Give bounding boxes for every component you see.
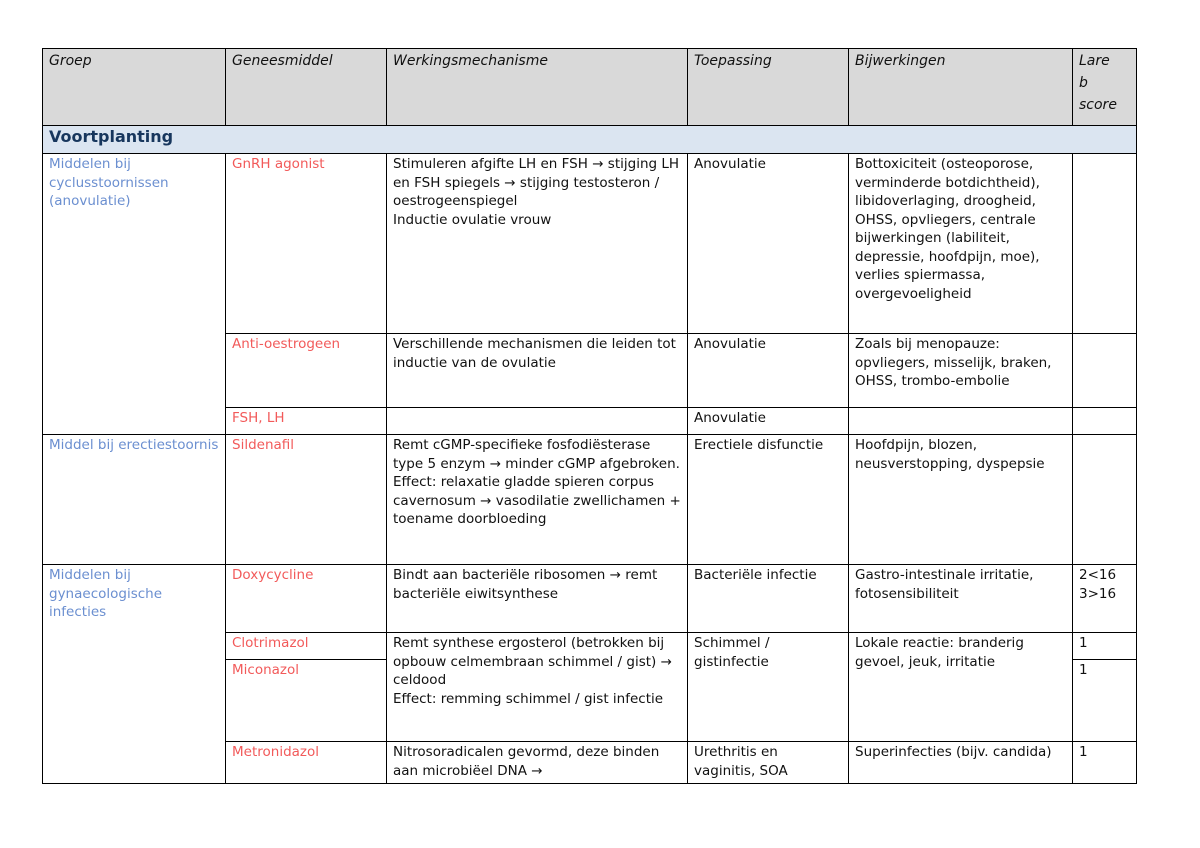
- score-cell: [1073, 435, 1137, 565]
- application-cell: Anovulatie: [688, 334, 849, 408]
- header-score-line: score: [1079, 97, 1117, 113]
- header-application: Toepassing: [688, 49, 849, 126]
- side-effects-cell: [849, 408, 1073, 435]
- table-row: [43, 435, 1137, 565]
- header-score: [1073, 49, 1137, 126]
- side-effects-cell: Hoofdpijn, blozen, neusverstopping, dyspepsie: [849, 435, 1073, 565]
- mechanism-text: Verschillende mechanismen die leiden tot inductie van de ovulatie: [393, 336, 681, 371]
- side-effects-cell: Gastro-intestinale irritatie, fotosensibiliteit: [849, 565, 1073, 633]
- header-drug: Geneesmiddel: [226, 49, 387, 126]
- side-effects-cell: Zoals bij menopauze: opvliegers, misselijk, braken, OHSS, trombo-embolie: [849, 334, 1073, 408]
- score-text: 2<16 3>16: [1079, 567, 1117, 602]
- header-group: Groep: [43, 49, 226, 126]
- pharmacology-table: [42, 48, 1137, 784]
- mechanism-cell: Nitrosoradicalen gevormd, deze binden aan microbiëel DNA →: [387, 742, 688, 784]
- side-effects-cell: Superinfecties (bijv. candida): [849, 742, 1073, 784]
- mechanism-cell: [387, 565, 688, 633]
- application-cell: Schimmel / gistinfectie: [688, 633, 849, 742]
- drug-name: Sildenafil: [226, 435, 387, 565]
- table-row: [43, 154, 1137, 334]
- group-name: Middelen bij gynaecologische infecties: [43, 565, 226, 784]
- header-mechanism: Werkingsmechanisme: [387, 49, 688, 126]
- drug-name: Clotrimazol: [226, 633, 387, 660]
- mechanism-cell: [387, 154, 688, 334]
- score-cell: [1073, 565, 1137, 633]
- score-cell: 1: [1073, 633, 1137, 660]
- group-name: Middel bij erectiestoornis: [43, 435, 226, 565]
- application-cell: Anovulatie: [688, 408, 849, 435]
- mechanism-text: Remt synthese ergosterol (betrokken bij opbouw celmembraan schimmel / gist) → celdood Effect: remming schimmel / gist infectie: [393, 635, 672, 707]
- header-side-effects: Bijwerkingen: [849, 49, 1073, 126]
- section-title: Voortplanting: [43, 126, 1137, 154]
- drug-name: GnRH agonist: [226, 154, 387, 334]
- score-cell: [1073, 334, 1137, 408]
- mechanism-cell: [387, 408, 688, 435]
- application-cell: Anovulatie: [688, 154, 849, 334]
- header-score-line: b: [1079, 75, 1088, 91]
- section-row: [43, 126, 1137, 154]
- drug-name: Metronidazol: [226, 742, 387, 784]
- mechanism-cell: [387, 633, 688, 742]
- score-cell: 1: [1073, 660, 1137, 742]
- group-name: Middelen bij cyclusstoornissen (anovulatie): [43, 154, 226, 435]
- application-cell: Erectiele disfunctie: [688, 435, 849, 565]
- side-effects-cell: Lokale reactie: branderig gevoel, jeuk, irritatie: [849, 633, 1073, 742]
- application-cell: Bacteriële infectie: [688, 565, 849, 633]
- mechanism-text: Stimuleren afgifte LH en FSH → stijging LH en FSH spiegels → stijging testosteron / oestrogeenspiegel Inductie ovulatie vrouw: [393, 156, 680, 228]
- header-score-line: Lare: [1079, 53, 1110, 69]
- drug-name: Doxycycline: [226, 565, 387, 633]
- mechanism-text: Bindt aan bacteriële ribosomen → remt bacteriële eiwitsynthese: [393, 567, 662, 602]
- table-row: [43, 565, 1137, 633]
- header-row: [43, 49, 1137, 126]
- drug-name: FSH, LH: [226, 408, 387, 435]
- score-cell: 1: [1073, 742, 1137, 784]
- application-cell: Urethritis en vaginitis, SOA: [688, 742, 849, 784]
- mechanism-cell: [387, 435, 688, 565]
- score-cell: [1073, 408, 1137, 435]
- mechanism-text: Remt cGMP-specifieke fosfodiësterase type 5 enzym → minder cGMP afgebroken. Effect: relaxatie gladde spieren corpus cavernosum → vasodilatie zwellichamen + toename doorbloeding: [393, 437, 681, 527]
- drug-name: Anti-oestrogeen: [226, 334, 387, 408]
- side-effects-cell: Bottoxiciteit (osteoporose, verminderde botdichtheid), libidoverlaging, droogheid, OHSS, opvliegers, centrale bijwerkingen (labiliteit, depressie, hoofdpijn, moe), verlies spiermassa, overgevoeligheid: [849, 154, 1073, 334]
- score-cell: [1073, 154, 1137, 334]
- drug-name: Miconazol: [226, 660, 387, 742]
- mechanism-cell: [387, 334, 688, 408]
